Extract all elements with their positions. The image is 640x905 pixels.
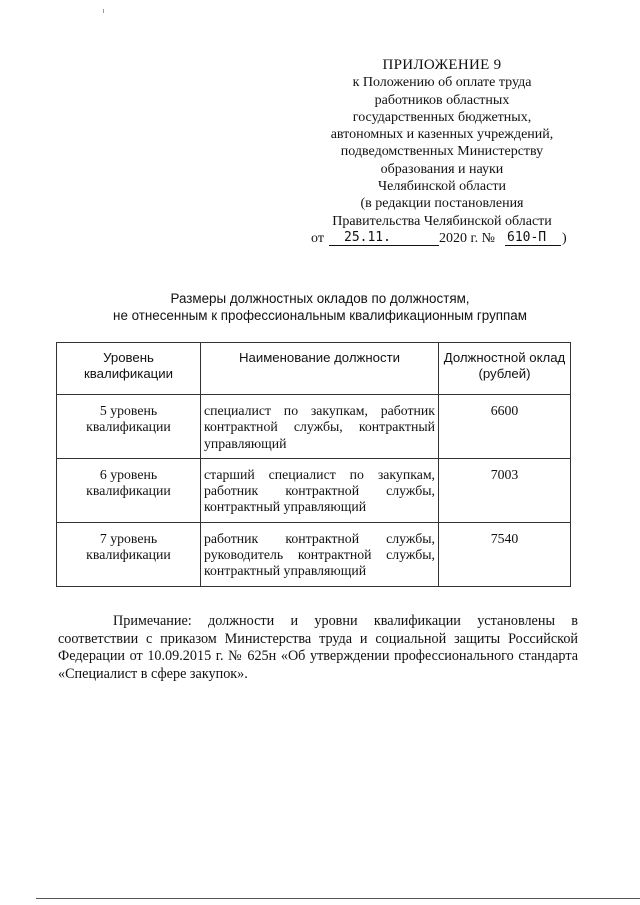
cell-level: 5 уровень квалификации — [57, 395, 201, 459]
cell-position: специалист по закупкам, работник контрактной службы, контрактный управляющий — [201, 395, 439, 459]
table-header-row — [57, 343, 571, 395]
cell-level: 6 уровень квалификации — [57, 458, 201, 522]
appendix-line: образования и науки — [380, 161, 504, 177]
appendix-line: (в редакции постановления — [360, 196, 524, 212]
appendix-title: ПРИЛОЖЕНИЕ 9 — [382, 57, 502, 73]
table-title — [60, 290, 580, 324]
resolution-number: 610-П — [507, 229, 547, 245]
table-row — [57, 395, 571, 459]
salary-table — [56, 342, 571, 587]
cell-position: работник контрактной службы, руководитель контрактной службы, контрактный управляющий — [201, 522, 439, 586]
cell-salary: 6600 — [439, 395, 571, 459]
resolution-date-line — [300, 230, 584, 247]
cell-salary: 7003 — [439, 458, 571, 522]
header-position: Наименование должности — [201, 343, 439, 395]
closing-paren: ) — [562, 230, 567, 246]
resolution-year: 2020 г. № — [439, 230, 496, 246]
table-row — [57, 458, 571, 522]
appendix-header — [300, 57, 584, 247]
appendix-line: государственных бюджетных, — [352, 109, 532, 125]
note-paragraph — [58, 613, 578, 683]
page-bottom-edge — [36, 898, 640, 899]
appendix-line: Правительства Челябинской области — [332, 213, 552, 229]
cell-position: старший специалист по закупкам, работник контрактной службы, контрактный управляющий — [201, 458, 439, 522]
note-text: Примечание: должности и уровни квалификации установлены в соответствии с приказом Министерства труда и социальной защиты Российской Федерации от 10.09.2015 г. № 625н «Об утверждении профессионального стандарта «Специалист в сфере закупок». — [58, 613, 578, 682]
table-title-line: не отнесенным к профессиональным квалификационным группам — [113, 308, 527, 323]
date-prefix: от — [311, 230, 324, 246]
appendix-line: к Положению об оплате труда — [352, 75, 532, 91]
cell-level: 7 уровень квалификации — [57, 522, 201, 586]
appendix-line: Челябинской области — [378, 179, 506, 195]
appendix-line: автономных и казенных учреждений, — [330, 127, 554, 143]
appendix-line: подведомственных Министерству — [340, 144, 544, 160]
resolution-date: 25.11. — [344, 229, 391, 245]
appendix-line: работников областных — [374, 92, 510, 108]
cell-salary: 7540 — [439, 522, 571, 586]
header-level: Уровень квалификации — [57, 343, 201, 395]
table-row — [57, 522, 571, 586]
header-salary: Должностной оклад (рублей) — [439, 343, 571, 395]
scan-mark — [103, 9, 104, 13]
table-title-line: Размеры должностных окладов по должностям, — [170, 291, 470, 306]
